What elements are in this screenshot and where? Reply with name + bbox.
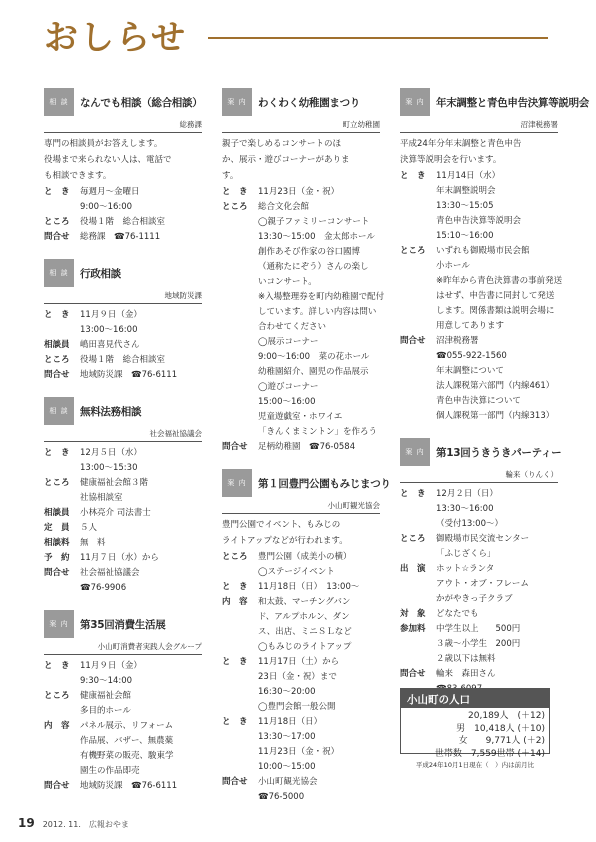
info-values — [436, 562, 558, 607]
info-row — [400, 532, 558, 562]
section-intro-line: 専門の相談員がお答えします。 — [44, 139, 163, 149]
info-values — [436, 487, 558, 532]
info-value: （通称たにぞう）さんの楽し — [258, 262, 369, 272]
section-intro-line: か、展示・遊びコーナーがありま — [222, 155, 350, 165]
info-value: ◯ステージイベント — [258, 567, 335, 577]
info-value: 13:30～15:05 — [436, 201, 494, 211]
info-values — [258, 185, 380, 200]
info-value: 創作あそび作家の谷口國博 — [258, 247, 361, 257]
info-values — [80, 185, 202, 215]
section-category-badge: 案 内 — [222, 88, 252, 116]
info-row — [222, 640, 380, 655]
info-row — [222, 595, 380, 640]
info-values — [80, 215, 202, 230]
info-value: 豊門公園（成美小の横） — [258, 552, 352, 562]
info-value: 11月23日（金・祝） — [258, 187, 340, 197]
info-label: ところ — [400, 534, 426, 544]
population-box — [400, 688, 550, 769]
info-row — [44, 368, 202, 383]
population-lines — [401, 708, 549, 760]
info-value: 年末調整説明会 — [436, 186, 496, 196]
section-intro-line: 親子で楽しめるコンサートのほ — [222, 139, 342, 149]
notice-section — [222, 469, 391, 805]
population-note: 平成24年10月1日現在（ ）内は前月比 — [415, 761, 535, 769]
section-department: 沼津税務署 — [400, 116, 558, 133]
section-intro-line: 役場まで来られない人は、電話で — [44, 155, 172, 165]
info-value: 15:10～16:00 — [436, 231, 494, 241]
info-value: 地域防災課 ☎76-6111 — [80, 781, 178, 791]
notice-section — [44, 610, 202, 794]
section-intro-line: 平成24年分年末調整と青色申告 — [400, 139, 522, 149]
info-value: 健康福祉会館 — [80, 691, 132, 701]
info-value: 無 料 — [80, 538, 106, 548]
info-values — [258, 580, 380, 595]
info-row — [44, 476, 202, 506]
info-row — [44, 215, 202, 230]
info-value: 11月７日（水）から — [80, 553, 159, 563]
info-value: 13:30～15:00 金太郎ホール — [258, 232, 375, 242]
info-values — [436, 244, 558, 274]
info-value: 9:00～16:00 — [80, 202, 133, 212]
info-value: ホット☆ランタ — [436, 564, 495, 574]
info-value: いずれも御殿場市民会館 — [436, 246, 530, 256]
info-row — [44, 230, 202, 245]
info-value: 10:00～15:00 — [258, 762, 316, 772]
info-row — [400, 334, 558, 424]
info-values — [258, 655, 380, 700]
info-value: 園生の作品即売 — [80, 766, 140, 776]
info-value: 11月23日（金・祝） — [258, 747, 340, 757]
info-value: 小ホール — [436, 261, 470, 271]
section-intro-line: も相談できます。 — [44, 171, 112, 181]
section-header — [44, 610, 202, 638]
info-value: 13:30～16:00 — [436, 504, 494, 514]
info-label: 内 容 — [222, 597, 248, 607]
section-category-badge: 相 談 — [44, 397, 74, 425]
info-value: 総務課 ☎76-1111 — [80, 232, 161, 242]
info-value: 13:00～15:30 — [80, 463, 138, 473]
section-intro-line: ライトアップなどが行われます。 — [222, 536, 348, 546]
info-value: 13:30～17:00 — [258, 732, 316, 742]
info-values — [80, 536, 202, 551]
info-value: 11月９日（金） — [80, 661, 142, 671]
info-row — [222, 775, 380, 805]
info-label: 定 員 — [44, 523, 70, 533]
section-department: 小山町観光協会 — [222, 497, 380, 514]
info-row — [222, 715, 380, 775]
section-intro-line: す。 — [222, 171, 239, 181]
info-row — [400, 607, 558, 622]
info-label — [222, 565, 258, 580]
notice-section — [222, 88, 385, 455]
info-value: 9:30～14:00 — [80, 676, 133, 686]
info-values — [258, 440, 380, 455]
info-values — [436, 622, 558, 667]
info-value: 毎週月～金曜日 — [80, 187, 140, 197]
info-label: と き — [44, 448, 70, 458]
population-female: 女 9,771人 (＋2) — [458, 736, 545, 746]
section-category-badge: 案 内 — [400, 88, 430, 116]
section-title: 第35回消費生活展 — [80, 619, 166, 631]
info-label — [222, 215, 258, 440]
info-label: と き — [400, 489, 426, 499]
info-value: 法人課税第六部門（内線461） — [436, 381, 555, 391]
info-label: と き — [400, 171, 426, 181]
info-values — [80, 230, 202, 245]
info-value: 児童遊戯室・ホワイエ — [258, 412, 343, 422]
info-label: 予 約 — [44, 553, 70, 563]
info-value: 9:00～16:00 菜の花ホール — [258, 352, 370, 362]
info-label: と き — [222, 582, 248, 592]
info-label: 参加料 — [400, 624, 426, 634]
info-values — [258, 595, 380, 640]
info-value: ※入場整理券を町内幼稚園で配付 — [258, 292, 385, 302]
info-value: 社会福祉協議会 — [80, 568, 140, 578]
info-label: ところ — [400, 246, 426, 256]
section-department: 小山町消費者実践人会グループ — [44, 638, 202, 655]
section-title: なんでも相談（総合相談） — [80, 97, 203, 109]
notice-section — [44, 88, 202, 245]
info-value: ス、出店、ミニＳＬなど — [258, 627, 352, 637]
info-values — [80, 689, 202, 719]
info-values — [436, 169, 558, 244]
info-value: 地域防災課 ☎76-6111 — [80, 370, 178, 380]
info-values — [80, 566, 202, 596]
info-label — [222, 640, 258, 655]
info-label: 内 容 — [44, 721, 70, 731]
info-label: 問合せ — [222, 442, 248, 452]
section-header — [222, 88, 380, 116]
info-label: ところ — [44, 355, 70, 365]
info-row — [44, 779, 202, 794]
info-label: と き — [222, 187, 248, 197]
info-value: 「きんくまミントン」を作ろう — [258, 427, 378, 437]
info-row — [222, 440, 380, 455]
info-values — [80, 521, 202, 536]
info-value: パネル展示、リフォーム — [80, 721, 174, 731]
info-label: 問合せ — [44, 370, 70, 380]
section-department: 地域防災課 — [44, 287, 202, 304]
section-department: 社会福祉協議会 — [44, 425, 202, 442]
info-value: 13:00～16:00 — [80, 325, 138, 335]
info-label: 相談員 — [44, 340, 70, 350]
section-header — [44, 397, 202, 425]
info-row — [400, 487, 558, 532]
info-label: と き — [222, 657, 248, 667]
info-value: いコンサート。 — [258, 277, 317, 287]
notice-section — [44, 397, 202, 596]
population-title: 小山町の人口 — [401, 689, 549, 708]
column-1 — [44, 88, 202, 808]
info-value: ☎76-9906 — [80, 583, 127, 593]
section-header — [400, 438, 562, 466]
info-value: 小林亮介 司法書士 — [80, 508, 151, 518]
info-value: ３歳～小学生 200円 — [436, 639, 521, 649]
info-values — [80, 338, 202, 353]
section-department: 輪来（りんく） — [400, 466, 558, 483]
info-row — [400, 274, 563, 334]
info-value: します。関係書類は説明会場に — [436, 306, 555, 316]
info-value: 有機野菜の販売、駿東学 — [80, 751, 174, 761]
info-value: ◯もみじのライトアップ — [258, 642, 352, 652]
publication-name: 広報おやま — [88, 820, 129, 829]
info-row — [44, 551, 202, 566]
info-row — [222, 215, 385, 440]
info-row — [400, 244, 558, 274]
info-value: 輪来 森田さん — [436, 669, 496, 679]
info-values — [258, 775, 380, 805]
info-label: と き — [44, 187, 70, 197]
info-value: 用意してあります — [436, 321, 505, 331]
section-category-badge: 案 内 — [400, 438, 430, 466]
info-values — [80, 353, 202, 368]
info-label: 問合せ — [222, 777, 248, 787]
info-value: 役場１階 総合相談室 — [80, 217, 166, 227]
info-label — [400, 274, 436, 334]
info-row — [400, 562, 558, 607]
info-values — [258, 700, 380, 715]
info-values — [258, 565, 380, 580]
page-footer — [18, 816, 129, 830]
info-value: 多目的ホール — [80, 706, 131, 716]
info-value: 青色申告決算について — [436, 396, 521, 406]
info-value: はせず、申告書に同封して発送 — [436, 291, 555, 301]
info-values — [258, 200, 380, 215]
info-value: 作品展、バザー、無農薬 — [80, 736, 174, 746]
section-title: 無料法務相談 — [80, 406, 142, 418]
info-label: と き — [44, 310, 70, 320]
info-row — [44, 338, 202, 353]
info-label: 問合せ — [400, 669, 426, 679]
info-label: ところ — [222, 202, 248, 212]
info-value: ド、アルプホルン、ダン — [258, 612, 350, 622]
info-row — [44, 446, 202, 476]
info-value: 中学生以上 500円 — [436, 624, 521, 634]
info-row — [44, 536, 202, 551]
info-row — [222, 700, 380, 715]
notice-section — [400, 438, 562, 697]
info-value: 役場１階 総合相談室 — [80, 355, 166, 365]
info-values — [436, 607, 558, 622]
info-values — [436, 334, 558, 424]
info-values — [258, 550, 380, 565]
population-total: 20,189人 (＋12) — [468, 711, 545, 721]
info-label: 問合せ — [44, 232, 70, 242]
info-label: と き — [222, 717, 248, 727]
section-category-badge: 相 談 — [44, 259, 74, 287]
info-label: 問合せ — [400, 336, 426, 346]
info-values — [80, 506, 202, 521]
info-value: ２歳以下は無料 — [436, 654, 496, 664]
info-row — [222, 580, 380, 595]
info-row — [400, 622, 558, 667]
info-row — [222, 185, 380, 200]
info-values — [80, 659, 202, 689]
section-title: 年末調整と青色申告決算等説明会 — [436, 97, 589, 109]
info-values — [436, 274, 562, 334]
info-value: 年末調整について — [436, 366, 504, 376]
population-male: 男 10,418人 (＋10) — [456, 723, 545, 734]
section-header — [44, 259, 202, 287]
info-row — [44, 521, 202, 536]
info-values — [80, 476, 202, 506]
info-label: ところ — [44, 217, 70, 227]
info-values — [258, 715, 380, 775]
info-label: ところ — [222, 552, 248, 562]
info-value: ◯親子ファミリーコンサート — [258, 217, 370, 227]
info-row — [44, 185, 202, 215]
info-value: 12月５日（水） — [80, 448, 142, 458]
section-category-badge: 案 内 — [222, 469, 252, 497]
info-value: 健康福祉会館３階 — [80, 478, 149, 488]
section-header — [400, 88, 589, 116]
section-intro-line: 豊門公園でイベント、もみじの — [222, 520, 341, 530]
info-row — [44, 353, 202, 368]
info-value: ☎055-922-1560 — [436, 351, 507, 361]
info-label: 問合せ — [44, 781, 70, 791]
page-number: 19 — [18, 816, 35, 830]
info-row — [222, 655, 380, 700]
info-value: ※昨年から青色決算書の事前発送 — [436, 276, 563, 286]
info-row — [44, 659, 202, 689]
info-value: 青色申告決算等説明会 — [436, 216, 522, 226]
section-title: 行政相談 — [80, 268, 121, 280]
notice-section — [400, 88, 589, 424]
info-values — [80, 368, 202, 383]
info-label: 問合せ — [44, 568, 70, 578]
info-value: 「ふじざくら」 — [436, 549, 496, 559]
info-value: 総合文化会館 — [258, 202, 310, 212]
info-value: 御殿場市民交流センター — [436, 534, 530, 544]
info-value: 沼津税務署 — [436, 336, 479, 346]
section-title: 第13回うきうきパーティー — [436, 447, 562, 459]
info-value: 23日（金・祝）まで — [258, 672, 337, 682]
info-value: ◯展示コーナー — [258, 337, 319, 347]
info-label: と き — [44, 661, 70, 671]
info-row — [44, 566, 202, 596]
info-value: どなたでも — [436, 609, 479, 619]
info-row — [44, 506, 202, 521]
info-value: ５人 — [80, 523, 98, 533]
info-value: 16:30～20:00 — [258, 687, 316, 697]
info-value: しています。詳しい内容は問い — [258, 307, 377, 317]
info-label — [222, 700, 258, 715]
page-title: おしらせ — [44, 18, 187, 58]
info-row — [222, 565, 380, 580]
info-row — [400, 169, 558, 244]
info-label: ところ — [44, 691, 70, 701]
info-values — [80, 446, 202, 476]
info-label: 相談員 — [44, 508, 70, 518]
info-value: 幼稚園紹介、園児の作品展示 — [258, 367, 369, 377]
info-value: 個人課税第一部門（内線313） — [436, 411, 555, 421]
info-value: 15:00～16:00 — [258, 397, 316, 407]
population-households: 世帯数 7,559世帯 (＋14) — [434, 748, 545, 759]
info-value: 合わせてください — [258, 322, 327, 332]
info-row — [44, 689, 202, 719]
section-title: わくわく幼稚園まつり — [258, 97, 360, 109]
info-value: 和太鼓、マーチングバン — [258, 597, 351, 607]
info-value: 小山町観光協会 — [258, 777, 318, 787]
info-value: ☎76-5000 — [258, 792, 305, 802]
column-3 — [400, 88, 589, 711]
section-header — [44, 88, 202, 116]
info-value: （受付13:00～） — [436, 519, 503, 529]
section-category-badge: 相 談 — [44, 88, 74, 116]
info-value: 社協相談室 — [80, 493, 123, 503]
section-intro-line: 決算等説明会を行います。 — [400, 155, 502, 165]
info-values — [80, 779, 202, 794]
info-value: 11月14日（水） — [436, 171, 501, 181]
info-label: 相談料 — [44, 538, 70, 548]
info-value: 11月18日（日） — [258, 717, 323, 727]
info-label: ところ — [44, 478, 70, 488]
info-row — [44, 308, 202, 338]
info-value: かがやきっ子クラブ — [436, 594, 513, 604]
info-values — [80, 551, 202, 566]
info-row — [222, 550, 380, 565]
info-label: 出 演 — [400, 564, 426, 574]
notice-section — [44, 259, 202, 383]
info-value: 足柄幼稚園 ☎76-0584 — [258, 442, 356, 452]
section-category-badge: 案 内 — [44, 610, 74, 638]
section-header — [222, 469, 391, 497]
info-label: 対 象 — [400, 609, 426, 619]
info-value: 11月17日（土）から — [258, 657, 340, 667]
info-values — [80, 308, 202, 338]
info-value: ◯遊びコーナー — [258, 382, 319, 392]
info-value: アウト・オブ・フレーム — [436, 579, 529, 589]
info-value: 嶋田喜見代さん — [80, 340, 140, 350]
section-department: 総務課 — [44, 116, 202, 133]
info-values — [258, 640, 380, 655]
info-row — [44, 719, 202, 779]
section-title: 第１回豊門公園もみじまつり — [258, 478, 391, 490]
info-row — [222, 200, 380, 215]
title-rule — [208, 37, 548, 39]
info-value: 11月18日（日） 13:00～ — [258, 582, 360, 592]
info-values — [436, 532, 558, 562]
issue-date: 2012. 11. — [42, 820, 81, 829]
section-department: 町立幼稚園 — [222, 116, 380, 133]
info-value: ◯豊門会館一般公開 — [258, 702, 336, 712]
info-values — [258, 215, 384, 440]
info-value: 12月２日（日） — [436, 489, 498, 499]
column-2 — [222, 88, 391, 819]
info-value: 11月９日（金） — [80, 310, 142, 320]
info-values — [80, 719, 202, 779]
